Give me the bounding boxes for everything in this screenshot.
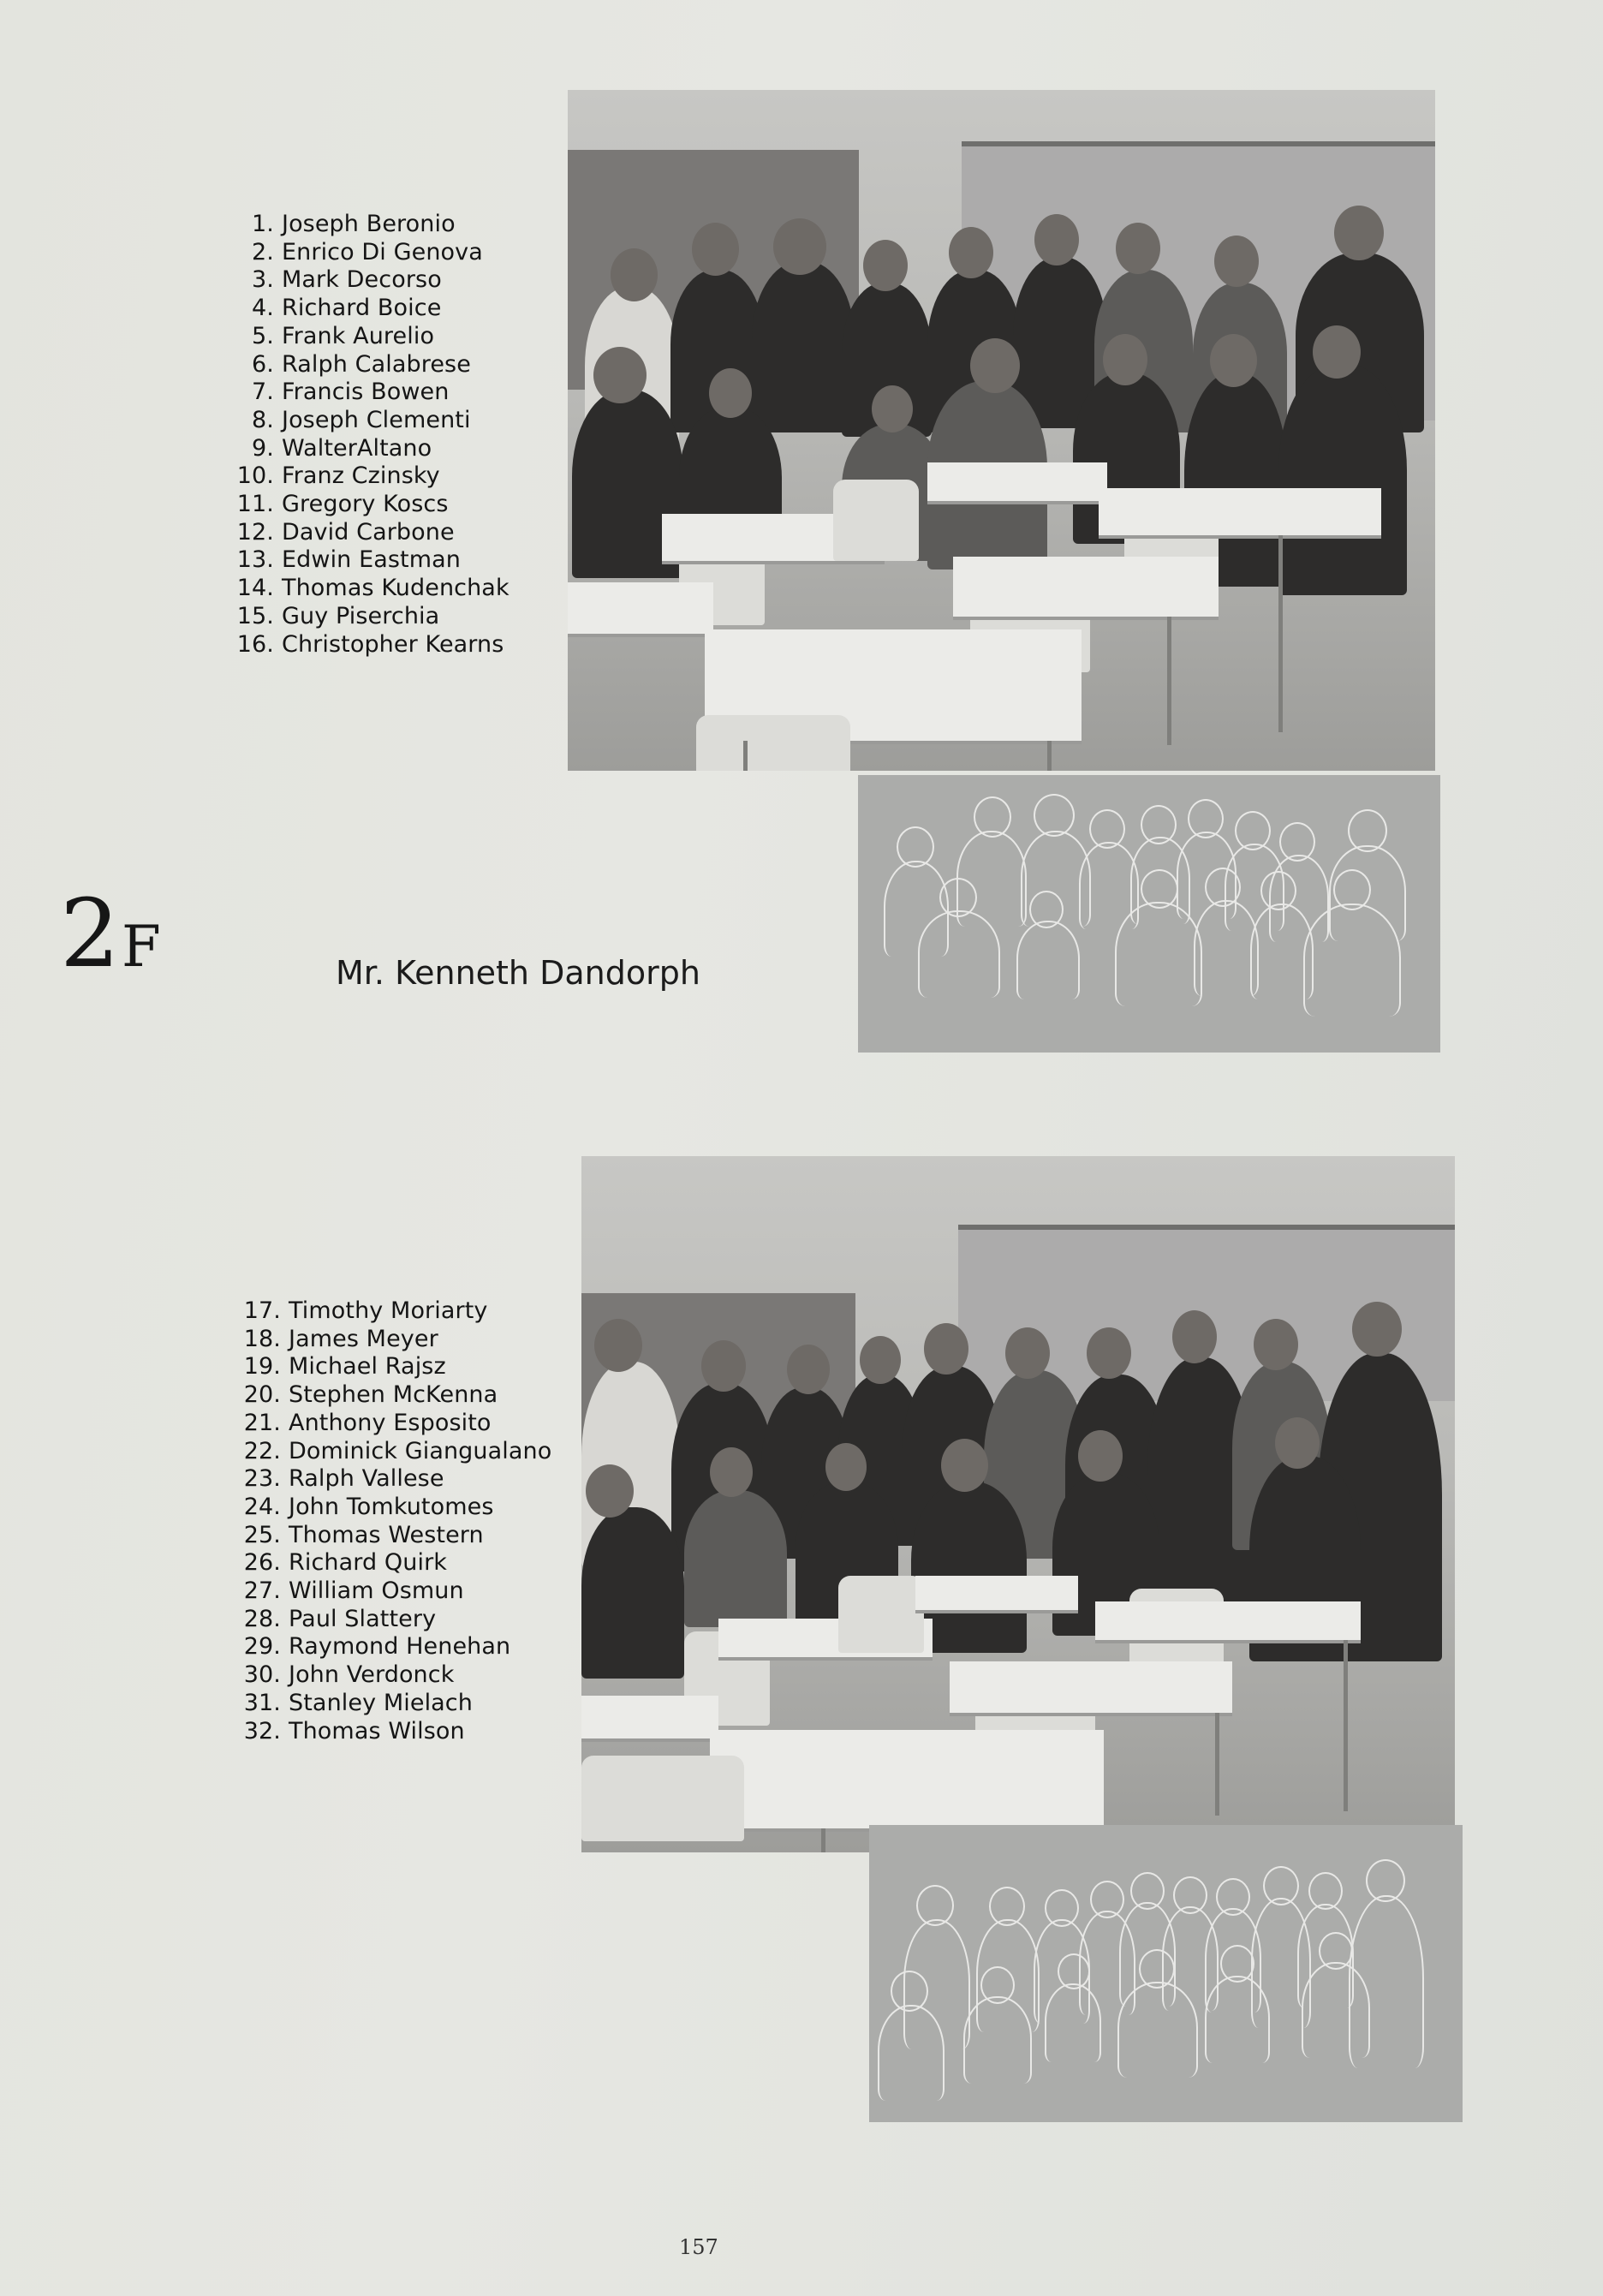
roster-number: 22. (243, 1437, 281, 1464)
roster-name: Richard Quirk (289, 1549, 448, 1577)
roster-entry (235, 323, 510, 351)
roster-name: Thomas Kudenchak (282, 575, 510, 602)
roster-entry (242, 1661, 551, 1690)
roster-name: Enrico Di Genova (282, 238, 483, 265)
roster-name: Ralph Calabrese (282, 350, 471, 378)
roster-entry (235, 575, 510, 603)
roster-name: WalterAltano (282, 434, 432, 462)
roster-entry (235, 407, 510, 435)
roster-number: 26. (243, 1549, 281, 1577)
roster-name: Joseph Beronio (282, 211, 456, 237)
roster-number: 18. (243, 1325, 281, 1352)
roster-name: Timothy Moriarty (289, 1297, 488, 1324)
roster-entry (235, 239, 510, 267)
roster-entry (242, 1381, 551, 1410)
roster-name: Gregory Koscs (282, 491, 449, 518)
class-photo-top (568, 90, 1435, 771)
roster-number: 14. (236, 575, 274, 602)
roster-entry (242, 1465, 551, 1494)
roster-number: 6. (252, 350, 274, 378)
roster-name: Paul Slattery (289, 1605, 437, 1632)
roster-name: Mark Decorso (282, 266, 442, 294)
roster-number: 5. (252, 322, 274, 349)
roster-number: 9. (252, 434, 274, 462)
roster-number: 30. (243, 1661, 281, 1689)
roster-entry (235, 435, 510, 463)
roster-entry (242, 1718, 551, 1746)
roster-number: 17. (243, 1297, 281, 1324)
roster-name: Franz Czinsky (282, 462, 440, 490)
roster-entry (235, 351, 510, 379)
roster-top (235, 211, 510, 659)
roster-entry (242, 1633, 551, 1661)
roster-entry (235, 491, 510, 519)
roster-number: 24. (243, 1493, 281, 1520)
roster-number: 21. (243, 1409, 281, 1436)
roster-number: 11. (236, 491, 274, 518)
roster-number: 23. (243, 1465, 281, 1493)
photo-key-bottom (869, 1825, 1463, 2122)
roster-name: Stephen McKenna (289, 1381, 498, 1409)
roster-entry (242, 1522, 551, 1550)
class-code (60, 879, 161, 988)
class-photo-bottom (581, 1156, 1455, 1852)
photo-key-top (858, 775, 1440, 1053)
roster-number: 2. (252, 238, 274, 265)
roster-name: Raymond Henehan (289, 1633, 511, 1661)
roster-number: 31. (243, 1689, 281, 1716)
roster-entry (235, 266, 510, 295)
roster-bottom (242, 1297, 551, 1745)
teacher-name: Mr. Kenneth Dandorph (336, 954, 700, 992)
roster-name: Francis Bowen (282, 379, 450, 406)
roster-entry (235, 546, 510, 575)
roster-entry (242, 1494, 551, 1522)
roster-entry (235, 211, 510, 239)
roster-name: John Tomkutomes (289, 1493, 494, 1520)
roster-number: 3. (252, 266, 274, 294)
roster-number: 10. (236, 462, 274, 490)
roster-number: 25. (243, 1521, 281, 1548)
roster-entry (242, 1606, 551, 1634)
roster-name: James Meyer (289, 1325, 438, 1352)
roster-name: William Osmun (289, 1577, 464, 1605)
roster-number: 13. (236, 546, 274, 574)
roster-entry (242, 1297, 551, 1326)
roster-name: Michael Rajsz (289, 1353, 446, 1381)
page-number: 157 (679, 2235, 718, 2259)
roster-number: 12. (236, 518, 274, 546)
roster-number: 1. (252, 211, 274, 237)
roster-entry (235, 631, 510, 659)
roster-number: 7. (252, 379, 274, 406)
roster-name: Ralph Vallese (289, 1465, 444, 1493)
roster-entry (242, 1410, 551, 1438)
roster-entry (235, 379, 510, 407)
roster-name: Edwin Eastman (282, 546, 461, 574)
roster-name: Thomas Wilson (289, 1717, 465, 1744)
roster-entry (235, 519, 510, 547)
roster-name: Stanley Mielach (289, 1689, 473, 1716)
class-letter: F (122, 914, 161, 980)
roster-number: 16. (236, 630, 274, 658)
roster-number: 15. (236, 602, 274, 629)
roster-name: Thomas Western (289, 1521, 484, 1548)
roster-entry (242, 1577, 551, 1606)
roster-number: 32. (243, 1717, 281, 1744)
roster-name: Richard Boice (282, 295, 442, 322)
roster-entry (235, 295, 510, 323)
roster-entry (242, 1353, 551, 1381)
roster-number: 27. (243, 1577, 281, 1605)
roster-number: 8. (252, 406, 274, 433)
roster-entry (242, 1690, 551, 1718)
roster-number: 4. (252, 295, 274, 322)
roster-name: Christopher Kearns (282, 630, 504, 658)
roster-name: John Verdonck (289, 1661, 455, 1689)
roster-entry (242, 1549, 551, 1577)
roster-number: 19. (243, 1353, 281, 1381)
roster-entry (235, 603, 510, 631)
roster-number: 28. (243, 1605, 281, 1632)
roster-name: Frank Aurelio (282, 322, 435, 349)
roster-number: 20. (243, 1381, 281, 1409)
roster-name: Anthony Esposito (289, 1409, 492, 1436)
roster-name: Dominick Giangualano (289, 1437, 552, 1464)
roster-entry (235, 462, 510, 491)
roster-entry (242, 1326, 551, 1354)
roster-name: David Carbone (282, 518, 455, 546)
roster-name: Guy Piserchia (282, 602, 440, 629)
roster-number: 29. (243, 1633, 281, 1661)
class-number: 2 (60, 879, 120, 988)
roster-entry (242, 1438, 551, 1466)
roster-name: Joseph Clementi (282, 406, 471, 433)
